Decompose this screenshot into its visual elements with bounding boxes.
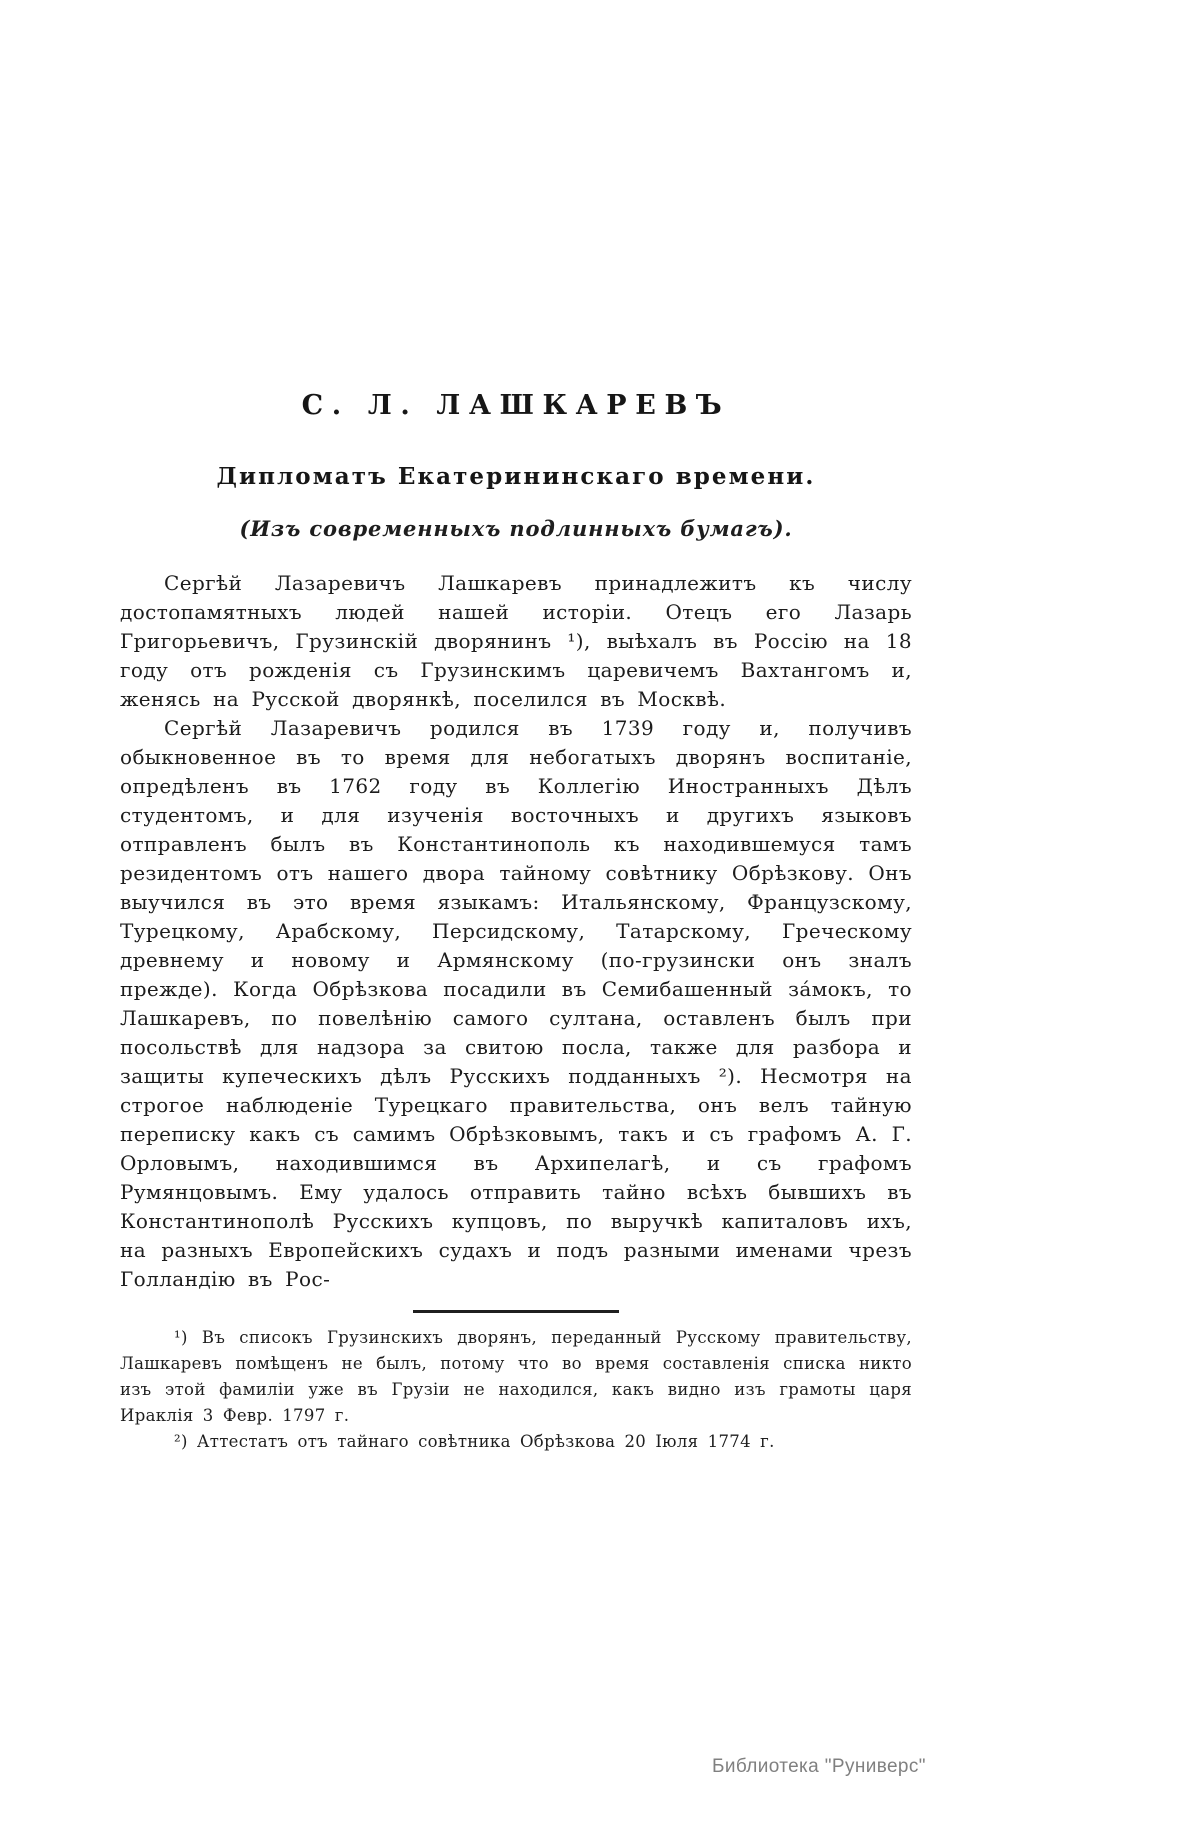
footnote: ¹) Въ списокъ Грузинскихъ дворянъ, переданный Русскому правительству, Лашкаревъ помѣщенъ не былъ, потому что во время составленія списка никто изъ этой фамиліи уже въ Грузіи не находился, какъ видно изъ грамоты царя Ираклія 3 Февр. 1797 г. <box>120 1328 912 1425</box>
library-watermark: Библиотека "Руниверс" <box>712 1756 926 1777</box>
footnotes-section <box>120 1325 912 1455</box>
paragraph: Сергѣй Лазаревичъ Лашкаревъ принадлежитъ къ числу достопамятныхъ людей нашей исторіи. Отецъ его Лазарь Григорьевичъ, Грузинскій дворянинъ ¹), выѣхалъ въ Россію на 18 году отъ рожденія съ Грузинскимъ царевичемъ Вахтангомъ и, женясь на Русской дворянкѣ, поселился въ Москвѣ. <box>120 571 912 711</box>
page-title: С. Л. ЛАШКАРЕВЪ <box>301 390 731 421</box>
paragraph: Сергѣй Лазаревичъ родился въ 1739 году и, получивъ обыкновенное въ то время для небогатыхъ дворянъ воспитаніе, опредѣленъ въ 1762 году въ Коллегію Иностранныхъ Дѣлъ студентомъ, и для изученія восточныхъ и другихъ языковъ отправленъ былъ въ Константинополь къ находившемуся тамъ резидентомъ отъ нашего двора тайному совѣтнику Обрѣзкову. Онъ выучился въ это время языкамъ: Итальянскому, Французскому, Турецкому, Арабскому, Персидскому, Татарскому, Греческому древнему и новому и Армянскому (по-грузински онъ зналъ прежде). Когда Обрѣзкова посадили въ Семибашенный за́мокъ, то Лашкаревъ, по повелѣнію самого султана, оставленъ былъ при посольствѣ для надзора за свитою посла, также для разбора и защиты купеческихъ дѣлъ Русскихъ подданныхъ ²). Несмотря на строгое наблюденіе Турецкаго правительства, онъ велъ тайную переписку какъ съ самимъ Обрѣзковымъ, такъ и съ графомъ А. Г. Орловымъ, находившимся въ Архипелагѣ, и съ графомъ Румянцовымъ. Ему удалось отправить тайно всѣхъ бывшихъ въ Константинополѣ Русскихъ купцовъ, по выручкѣ капиталовъ ихъ, на разныхъ Европейскихъ судахъ и подъ разными именами чрезъ Голландію въ Рос- <box>120 716 912 1291</box>
article-heading: Дипломатъ Екатерининскаго времени. <box>216 463 816 490</box>
page-text-block <box>120 390 912 1455</box>
article-body <box>120 569 912 1294</box>
footnote: ²) Аттестатъ отъ тайнаго совѣтника Обрѣзкова 20 Іюля 1774 г. <box>174 1432 775 1451</box>
article-subtitle: (Изъ современныхъ подлинныхъ бумагъ). <box>239 516 793 541</box>
footnote-separator-rule <box>413 1310 619 1313</box>
